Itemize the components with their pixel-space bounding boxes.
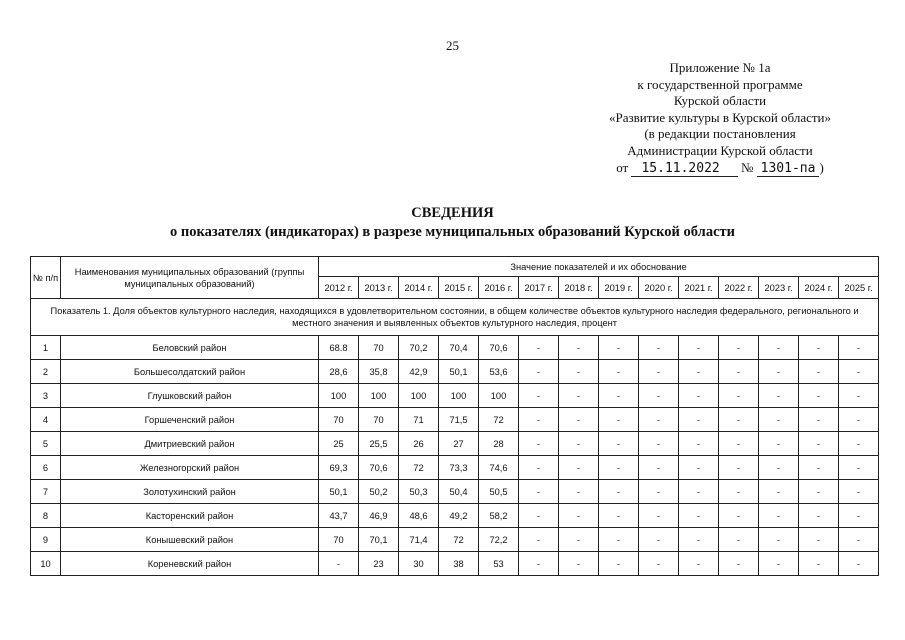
value-cell: 46,9 xyxy=(359,504,399,528)
value-cell: 27 xyxy=(439,432,479,456)
row-number: 8 xyxy=(31,504,61,528)
municipality-name: Железногорский район xyxy=(61,456,319,480)
empty-value-cell: - xyxy=(639,480,679,504)
value-cell: 71,4 xyxy=(399,528,439,552)
value-cell: 74,6 xyxy=(479,456,519,480)
table-row xyxy=(31,480,879,504)
empty-value-cell: - xyxy=(799,432,839,456)
municipality-name: Дмитриевский район xyxy=(61,432,319,456)
empty-value-cell: - xyxy=(519,504,559,528)
empty-value-cell: - xyxy=(799,528,839,552)
title-line-1: СВЕДЕНИЯ xyxy=(411,205,494,221)
row-number: 10 xyxy=(31,552,61,576)
appendix-line: «Развитие культуры в Курской области» xyxy=(608,109,832,125)
empty-value-cell: - xyxy=(679,384,719,408)
value-cell: 72 xyxy=(479,408,519,432)
empty-value-cell: - xyxy=(799,384,839,408)
empty-value-cell: - xyxy=(679,360,719,384)
empty-value-cell: - xyxy=(839,480,879,504)
empty-value-cell: - xyxy=(639,360,679,384)
value-cell: 70 xyxy=(319,408,359,432)
table-row xyxy=(31,456,879,480)
empty-value-cell: - xyxy=(559,432,599,456)
empty-value-cell: - xyxy=(679,552,719,576)
empty-value-cell: - xyxy=(759,384,799,408)
table-row xyxy=(31,504,879,528)
year-header: 2012 г. xyxy=(319,277,359,299)
empty-value-cell: - xyxy=(519,432,559,456)
empty-value-cell: - xyxy=(759,336,799,360)
value-cell: 38 xyxy=(439,552,479,576)
value-cell: 50,4 xyxy=(439,480,479,504)
appendix-line: Приложение № 1а xyxy=(669,60,771,75)
empty-value-cell: - xyxy=(559,504,599,528)
value-cell: 48,6 xyxy=(399,504,439,528)
empty-value-cell: - xyxy=(799,456,839,480)
empty-value-cell: - xyxy=(679,336,719,360)
empty-value-cell: - xyxy=(839,360,879,384)
row-number: 3 xyxy=(31,384,61,408)
value-cell: 26 xyxy=(399,432,439,456)
empty-value-cell: - xyxy=(719,384,759,408)
table-row xyxy=(31,528,879,552)
appendix-line: Администрации Курской области xyxy=(627,142,813,158)
empty-value-cell: - xyxy=(799,480,839,504)
value-cell: 69,3 xyxy=(319,456,359,480)
appendix-line: (в редакции постановления xyxy=(644,126,796,142)
municipality-name: Горшеченский район xyxy=(61,408,319,432)
value-cell: 58,2 xyxy=(479,504,519,528)
empty-value-cell: - xyxy=(599,504,639,528)
empty-value-cell: - xyxy=(799,504,839,528)
empty-value-cell: - xyxy=(839,504,879,528)
empty-value-cell: - xyxy=(559,336,599,360)
empty-value-cell: - xyxy=(719,552,759,576)
empty-value-cell: - xyxy=(799,360,839,384)
empty-value-cell: - xyxy=(679,432,719,456)
empty-value-cell: - xyxy=(519,336,559,360)
empty-value-cell: - xyxy=(719,336,759,360)
empty-value-cell: - xyxy=(599,528,639,552)
empty-value-cell: - xyxy=(839,456,879,480)
empty-value-cell: - xyxy=(639,552,679,576)
resolution-line xyxy=(580,160,860,178)
value-cell: 100 xyxy=(479,384,519,408)
value-cell: 50,1 xyxy=(439,360,479,384)
empty-value-cell: - xyxy=(559,552,599,576)
empty-value-cell: - xyxy=(679,408,719,432)
empty-value-cell: - xyxy=(719,456,759,480)
value-cell: 70,1 xyxy=(359,528,399,552)
empty-value-cell: - xyxy=(759,456,799,480)
municipality-name: Глушковский район xyxy=(61,384,319,408)
value-cell: 25,5 xyxy=(359,432,399,456)
empty-value-cell: - xyxy=(559,456,599,480)
empty-value-cell: - xyxy=(639,336,679,360)
empty-value-cell: - xyxy=(719,408,759,432)
empty-value-cell: - xyxy=(759,432,799,456)
value-cell: 100 xyxy=(319,384,359,408)
empty-value-cell: - xyxy=(759,480,799,504)
empty-value-cell: - xyxy=(519,480,559,504)
row-number: 4 xyxy=(31,408,61,432)
value-cell: 70 xyxy=(319,528,359,552)
table-row xyxy=(31,552,879,576)
year-header: 2021 г. xyxy=(679,277,719,299)
value-cell: 28 xyxy=(479,432,519,456)
close-paren: ) xyxy=(819,159,824,175)
year-header: 2017 г. xyxy=(519,277,559,299)
empty-value-cell: - xyxy=(519,408,559,432)
year-header: 2015 г. xyxy=(439,277,479,299)
municipality-name: Касторенский район xyxy=(61,504,319,528)
value-cell: 50,5 xyxy=(479,480,519,504)
value-cell: 23 xyxy=(359,552,399,576)
value-cell: 100 xyxy=(439,384,479,408)
empty-value-cell: - xyxy=(839,384,879,408)
empty-value-cell: - xyxy=(759,504,799,528)
value-cell: 30 xyxy=(399,552,439,576)
value-cell: 35,8 xyxy=(359,360,399,384)
empty-value-cell: - xyxy=(599,552,639,576)
value-cell: 42,9 xyxy=(399,360,439,384)
empty-value-cell: - xyxy=(599,432,639,456)
year-header: 2024 г. xyxy=(799,277,839,299)
header-number: № п/п xyxy=(31,257,61,299)
empty-value-cell: - xyxy=(599,408,639,432)
value-cell: 73,3 xyxy=(439,456,479,480)
row-number: 7 xyxy=(31,480,61,504)
empty-value-cell: - xyxy=(599,456,639,480)
value-cell: 50,2 xyxy=(359,480,399,504)
value-cell: 72 xyxy=(399,456,439,480)
indicators-table xyxy=(30,256,879,576)
empty-value-cell: - xyxy=(639,456,679,480)
table-row xyxy=(31,432,879,456)
municipality-name: Беловский район xyxy=(61,336,319,360)
year-header: 2025 г. xyxy=(839,277,879,299)
empty-value-cell: - xyxy=(559,360,599,384)
empty-value-cell: - xyxy=(519,456,559,480)
empty-value-cell: - xyxy=(599,360,639,384)
value-cell: 25 xyxy=(319,432,359,456)
year-header: 2016 г. xyxy=(479,277,519,299)
value-cell: 50,1 xyxy=(319,480,359,504)
indicator-title: Показатель 1. Доля объектов культурного наследия, находящихся в удовлетворительном состоянии, в общем количестве объектов культурного наследия федерального, регионального и местного значения и выявленных объектов культурного наследия, процент xyxy=(31,299,879,336)
title-line-2: о показателях (индикаторах) в разрезе муниципальных образований Курской области xyxy=(170,224,735,240)
resolution-number: 1301-па xyxy=(757,161,820,177)
year-header: 2020 г. xyxy=(639,277,679,299)
empty-value-cell: - xyxy=(679,504,719,528)
value-cell: 72 xyxy=(439,528,479,552)
empty-value-cell: - xyxy=(679,480,719,504)
year-header: 2023 г. xyxy=(759,277,799,299)
municipality-name: Конышевский район xyxy=(61,528,319,552)
value-cell: 72,2 xyxy=(479,528,519,552)
municipality-name: Золотухинский район xyxy=(61,480,319,504)
empty-value-cell: - xyxy=(519,360,559,384)
row-number: 6 xyxy=(31,456,61,480)
page-number: 25 xyxy=(446,38,459,53)
value-cell: 70 xyxy=(359,336,399,360)
value-cell: 50,3 xyxy=(399,480,439,504)
empty-value-cell: - xyxy=(599,384,639,408)
municipality-name: Кореневский район xyxy=(61,552,319,576)
empty-value-cell: - xyxy=(519,552,559,576)
document-title xyxy=(0,204,905,242)
year-header: 2022 г. xyxy=(719,277,759,299)
year-header: 2014 г. xyxy=(399,277,439,299)
empty-value-cell: - xyxy=(559,408,599,432)
value-cell: 53 xyxy=(479,552,519,576)
empty-value-cell: - xyxy=(719,432,759,456)
empty-value-cell: - xyxy=(719,504,759,528)
row-number: 2 xyxy=(31,360,61,384)
empty-value-cell: - xyxy=(799,552,839,576)
empty-value-cell: - xyxy=(759,408,799,432)
empty-value-cell: - xyxy=(639,408,679,432)
empty-value-cell: - xyxy=(759,552,799,576)
empty-value-cell: - xyxy=(719,360,759,384)
row-number: 5 xyxy=(31,432,61,456)
header-municipality: Наименования муниципальных образований (группы муниципальных образований) xyxy=(61,257,319,299)
empty-value-cell: - xyxy=(559,384,599,408)
from-label: от xyxy=(616,159,629,175)
empty-value-cell: - xyxy=(719,528,759,552)
row-number: 9 xyxy=(31,528,61,552)
empty-value-cell: - xyxy=(759,360,799,384)
empty-value-cell: - xyxy=(799,408,839,432)
value-cell: 70,4 xyxy=(439,336,479,360)
empty-value-cell: - xyxy=(559,528,599,552)
value-cell: 28,6 xyxy=(319,360,359,384)
row-number: 1 xyxy=(31,336,61,360)
value-cell: 100 xyxy=(399,384,439,408)
table-row xyxy=(31,384,879,408)
empty-value-cell: - xyxy=(799,336,839,360)
empty-value-cell: - xyxy=(839,336,879,360)
empty-value-cell: - xyxy=(519,384,559,408)
year-header: 2013 г. xyxy=(359,277,399,299)
value-cell: 100 xyxy=(359,384,399,408)
empty-value-cell: - xyxy=(559,480,599,504)
value-cell: 71 xyxy=(399,408,439,432)
empty-value-cell: - xyxy=(679,528,719,552)
empty-value-cell: - xyxy=(759,528,799,552)
value-cell: 70,2 xyxy=(399,336,439,360)
resolution-date: 15.11.2022 xyxy=(631,161,737,177)
table-row xyxy=(31,408,879,432)
number-label: № xyxy=(741,159,754,175)
header-values: Значение показателей и их обоснование xyxy=(319,257,879,277)
appendix-line: к государственной программе xyxy=(637,76,803,92)
empty-value-cell: - xyxy=(839,528,879,552)
appendix-line: Курской области xyxy=(673,93,767,109)
empty-value-cell: - xyxy=(839,408,879,432)
empty-value-cell: - xyxy=(519,528,559,552)
table-row xyxy=(31,360,879,384)
table-row xyxy=(31,336,879,360)
value-cell: 70,6 xyxy=(479,336,519,360)
empty-value-cell: - xyxy=(679,456,719,480)
empty-value-cell: - xyxy=(639,528,679,552)
value-cell: 53,6 xyxy=(479,360,519,384)
empty-value-cell: - xyxy=(639,384,679,408)
value-cell: 49,2 xyxy=(439,504,479,528)
value-cell: 71,5 xyxy=(439,408,479,432)
value-cell: 68.8 xyxy=(319,336,359,360)
year-header: 2018 г. xyxy=(559,277,599,299)
value-cell: 70 xyxy=(359,408,399,432)
empty-value-cell: - xyxy=(839,432,879,456)
value-cell: - xyxy=(319,552,359,576)
year-header: 2019 г. xyxy=(599,277,639,299)
empty-value-cell: - xyxy=(599,480,639,504)
appendix-block xyxy=(580,60,860,177)
empty-value-cell: - xyxy=(839,552,879,576)
empty-value-cell: - xyxy=(639,504,679,528)
value-cell: 43,7 xyxy=(319,504,359,528)
municipality-name: Большесолдатский район xyxy=(61,360,319,384)
empty-value-cell: - xyxy=(599,336,639,360)
value-cell: 70,6 xyxy=(359,456,399,480)
empty-value-cell: - xyxy=(639,432,679,456)
empty-value-cell: - xyxy=(719,480,759,504)
